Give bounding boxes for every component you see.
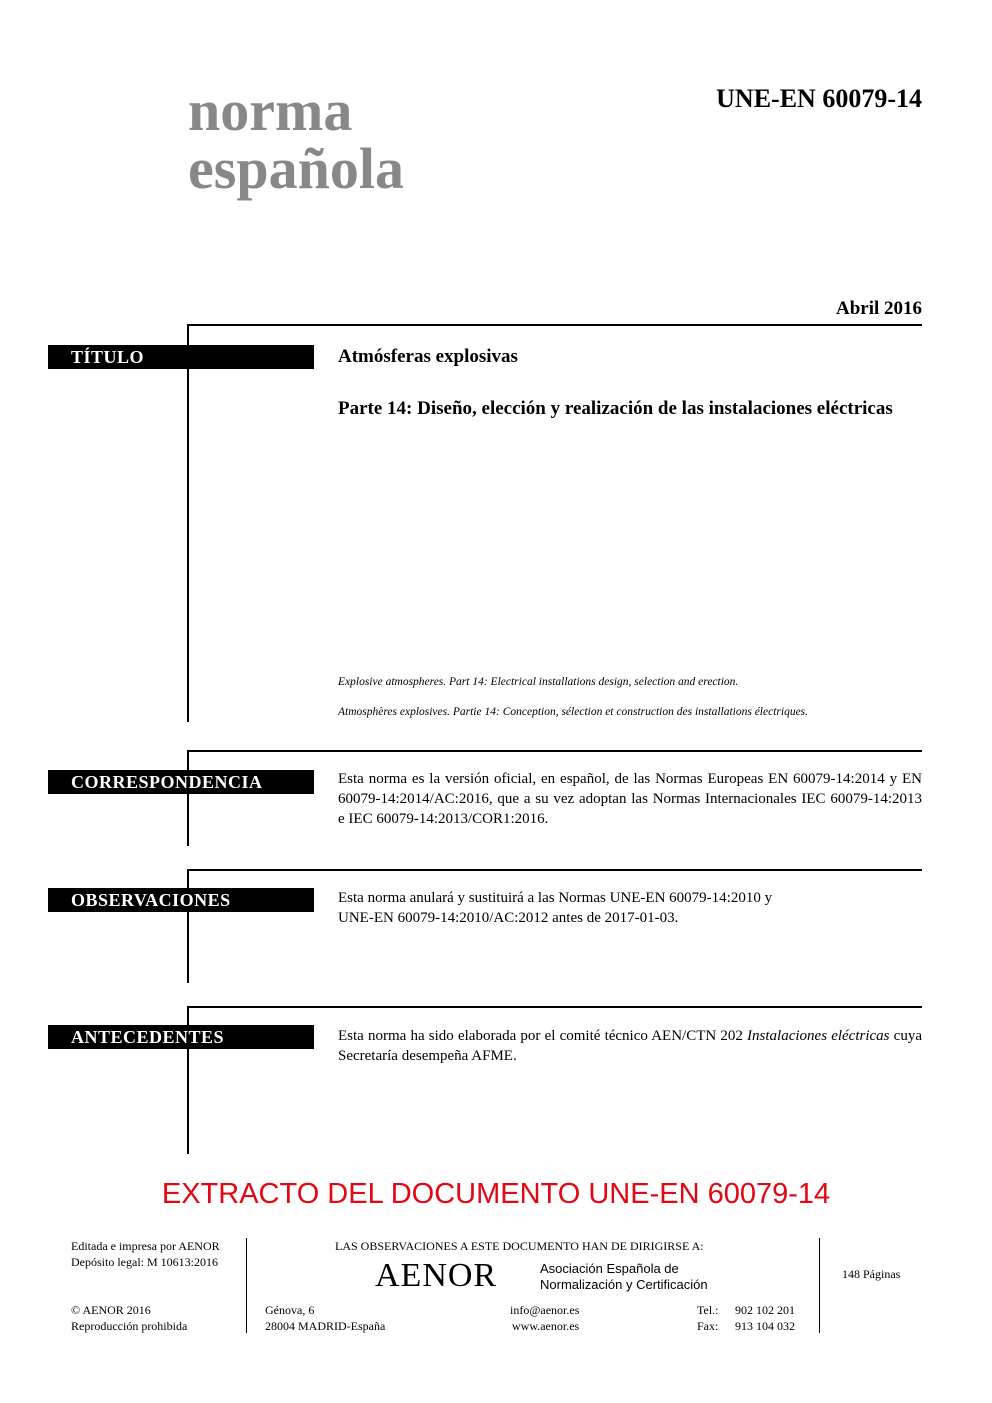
correspondencia-side-rule [187,750,189,846]
standard-code: UNE-EN 60079-14 [716,84,922,113]
observaciones-top-rule [187,869,922,871]
correspondencia-top-rule [187,750,922,752]
footer-address-2: 28004 MADRID-España [265,1319,386,1333]
brand-title [188,78,404,201]
titulo-label: TÍTULO [48,345,314,369]
title-english: Explosive atmospheres. Part 14: Electrical installations design, selection and erection. [338,676,739,688]
titulo-side-rule [187,324,189,722]
observaciones-line-1: Esta norma anulará y sustituirá a las Normas UNE-EN 60079-14:2010 y [338,890,773,906]
title-subtitle: Parte 14: Diseño, elección y realización de las instalaciones eléctricas [338,398,893,419]
footer-edited: Editada e impresa por AENOR [71,1239,220,1253]
observaciones-label: OBSERVACIONES [48,888,314,912]
correspondencia-text: Esta norma es la versión oficial, en español, de las Normas Europeas EN 60079-14:2014 y EN 60079-14:2014/AC:2016, que a su vez adoptan las Normas Internacionales IEC 60079-14:2013 e IEC 60079-14:2013/COR1:2016. [338,771,922,827]
footer-address-1: Génova, 6 [265,1303,315,1317]
titulo-top-rule [187,324,922,326]
extract-notice: EXTRACTO DEL DOCUMENTO UNE-EN 60079-14 [161,1178,831,1210]
brand-line-2: española [188,136,404,201]
aenor-logo: AENOR [375,1257,498,1294]
brand-line-1: norma [188,78,353,143]
antecedentes-top-rule [187,1006,922,1008]
observaciones-text [338,888,922,928]
footer-deposit: Depósito legal: M 10613:2016 [71,1255,218,1269]
footer-copyright: © AENOR 2016 [71,1303,151,1317]
footer-email[interactable]: info@aenor.es [510,1303,580,1317]
antecedentes-text [338,1026,922,1066]
footer-website[interactable]: www.aenor.es [512,1319,580,1333]
footer-divider-left [246,1238,247,1333]
footer-page-count: 148 Páginas [842,1267,901,1281]
aenor-org-line-2: Normalización y Certificación [540,1277,708,1292]
footer-fax-label: Fax: [697,1319,719,1333]
correspondencia-label: CORRESPONDENCIA [48,770,314,794]
observaciones-line-2: UNE-EN 60079-14:2010/AC:2012 antes de 2017-01-03. [338,910,679,926]
antecedentes-label: ANTECEDENTES [48,1025,314,1049]
title-french: Atmosphères explosives. Partie 14: Conception, sélection et construction des installations électriques. [338,706,809,718]
footer-divider-right [819,1238,820,1333]
title-main: Atmósferas explosivas [338,346,518,367]
footer-tel-label: Tel.: [697,1303,719,1317]
antecedentes-committee-name: Instalaciones eléctricas [747,1028,890,1044]
antecedentes-text-part2: cuya Secretaría desempeña AFME. [338,1028,922,1064]
publication-date: Abril 2016 [835,298,922,319]
footer-reproduction: Reproducción prohibida [71,1319,188,1333]
footer-fax: 913 104 032 [735,1319,795,1333]
observaciones-side-rule [187,869,189,983]
footer-tel: 902 102 201 [735,1303,795,1317]
aenor-org-line-1: Asociación Española de [540,1261,679,1276]
aenor-org-name [540,1261,708,1293]
footer-observations-heading: LAS OBSERVACIONES A ESTE DOCUMENTO HAN DE DIRIGIRSE A: [335,1239,704,1253]
antecedentes-text-part1: Esta norma ha sido elaborada por el comité técnico AEN/CTN 202 [338,1028,748,1044]
